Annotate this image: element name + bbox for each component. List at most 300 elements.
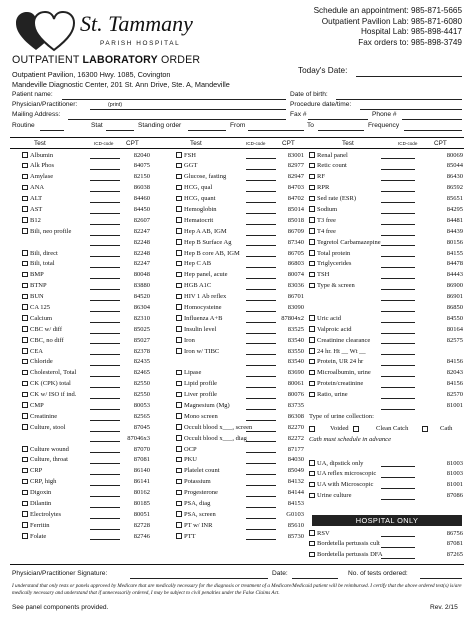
- fax-label: Fax #: [290, 111, 307, 118]
- test-row: [176, 444, 304, 455]
- address-line-2: Mandeville Diagnostic Center, 201 St. Ann Drive, Ste. A, Mandeville: [12, 80, 230, 89]
- test-checkbox[interactable]: [309, 370, 315, 376]
- icd-code-field[interactable]: [90, 420, 120, 421]
- icd-code-field[interactable]: [246, 300, 276, 301]
- test-checkbox[interactable]: [309, 471, 315, 477]
- test-row: [309, 226, 465, 237]
- test-name: CK w/ ISO if ind.: [30, 391, 77, 399]
- icd-code-field[interactable]: [246, 539, 276, 540]
- icd-code-field[interactable]: [90, 169, 120, 170]
- test-checkbox[interactable]: [176, 228, 182, 234]
- test-checkbox[interactable]: [309, 239, 315, 245]
- icd-code-field[interactable]: [381, 180, 415, 181]
- test-checkbox[interactable]: [22, 402, 28, 408]
- cpt-code: 83001: [287, 151, 304, 159]
- test-checkbox[interactable]: [309, 163, 315, 169]
- test-row: [22, 488, 150, 499]
- test-checkbox[interactable]: [22, 381, 28, 387]
- test-checkbox[interactable]: [309, 272, 315, 278]
- cpt-code: 84075: [133, 162, 150, 170]
- icd-code-field[interactable]: [90, 343, 120, 344]
- phone-field[interactable]: [402, 119, 462, 120]
- test-row: [22, 335, 150, 346]
- test-row: [176, 172, 304, 183]
- test-name: Urine culture: [317, 492, 352, 500]
- cpt-code: 83690: [287, 369, 304, 377]
- test-checkbox[interactable]: [176, 348, 182, 354]
- icd-code-field[interactable]: [90, 518, 120, 519]
- test-checkbox[interactable]: [22, 370, 28, 376]
- icd-code-field[interactable]: [381, 558, 415, 559]
- icd-code-field[interactable]: [246, 518, 276, 519]
- test-checkbox[interactable]: [309, 359, 315, 365]
- icd-code-field[interactable]: [90, 278, 120, 279]
- test-checkbox[interactable]: [176, 326, 182, 332]
- test-name: Cholesterol, Total: [30, 369, 77, 377]
- icd-code-field[interactable]: [246, 376, 276, 377]
- test-checkbox[interactable]: [309, 261, 315, 267]
- test-checkbox[interactable]: [22, 424, 28, 430]
- test-checkbox[interactable]: [22, 261, 28, 267]
- icd-code-field[interactable]: [90, 158, 120, 159]
- test-checkbox[interactable]: [22, 174, 28, 180]
- cpt-code: 86709: [287, 227, 304, 235]
- icd-code-field[interactable]: [246, 245, 276, 246]
- icd-code-field[interactable]: [90, 409, 120, 410]
- test-checkbox[interactable]: [309, 552, 315, 558]
- test-checkbox[interactable]: [309, 381, 315, 387]
- icd-code-field[interactable]: [90, 474, 120, 475]
- icd-code-field[interactable]: [246, 322, 276, 323]
- test-checkbox[interactable]: [176, 392, 182, 398]
- test-checkbox[interactable]: [176, 217, 182, 223]
- test-checkbox[interactable]: [176, 370, 182, 376]
- test-checkbox[interactable]: [176, 196, 182, 202]
- test-name: CRP, high: [30, 478, 57, 486]
- icd-code-field[interactable]: [381, 322, 415, 323]
- icd-code-field[interactable]: [381, 376, 415, 377]
- test-row: [309, 259, 465, 270]
- test-checkbox[interactable]: [309, 250, 315, 256]
- test-checkbox[interactable]: [22, 468, 28, 474]
- cath-checkbox[interactable]: [422, 426, 428, 432]
- test-row: [22, 302, 150, 313]
- icd-code-field[interactable]: [90, 202, 120, 203]
- test-name: Calcium: [30, 314, 53, 322]
- test-row: [22, 357, 150, 368]
- icd-code-field[interactable]: [246, 420, 276, 421]
- icd-code-field[interactable]: [90, 496, 120, 497]
- icd-code-field[interactable]: [90, 376, 120, 377]
- test-row: [309, 324, 465, 335]
- icd-code-field[interactable]: [90, 256, 120, 257]
- frequency-field[interactable]: [404, 130, 462, 131]
- icd-code-field[interactable]: [381, 354, 415, 355]
- test-row: [22, 455, 150, 466]
- test-checkbox[interactable]: [22, 315, 28, 321]
- cpt-code: 84481: [446, 216, 463, 224]
- test-checkbox[interactable]: [176, 501, 182, 507]
- revision-label: Rev. 2/15: [430, 604, 458, 611]
- test-name: Hep A AB, IGM: [184, 227, 227, 235]
- test-checkbox[interactable]: [309, 326, 315, 332]
- icd-code-field[interactable]: [381, 536, 415, 537]
- icd-code-field[interactable]: [381, 235, 415, 236]
- icd-code-field[interactable]: [246, 278, 276, 279]
- test-checkbox[interactable]: [176, 490, 182, 496]
- icd-code-field[interactable]: [90, 529, 120, 530]
- test-checkbox[interactable]: [22, 163, 28, 169]
- icd-code-field[interactable]: [246, 169, 276, 170]
- icd-code-field[interactable]: [90, 224, 120, 225]
- icd-code-field[interactable]: [246, 387, 276, 388]
- test-name: Bili, neo profile: [30, 227, 72, 235]
- test-row: [22, 259, 150, 270]
- test-checkbox[interactable]: [176, 402, 182, 408]
- icd-code-field[interactable]: [246, 267, 276, 268]
- icd-code-field[interactable]: [246, 463, 276, 464]
- test-row: [309, 346, 465, 357]
- test-checkbox[interactable]: [176, 315, 182, 321]
- test-checkbox[interactable]: [309, 185, 315, 191]
- test-checkbox[interactable]: [22, 217, 28, 223]
- icd-code-field[interactable]: [381, 289, 415, 290]
- test-checkbox[interactable]: [309, 152, 315, 158]
- test-checkbox[interactable]: [176, 533, 182, 539]
- test-checkbox[interactable]: [176, 304, 182, 310]
- test-checkbox[interactable]: [309, 482, 315, 488]
- signature-label: Physician/Practitioner Signature:: [12, 570, 108, 577]
- test-row: [309, 292, 465, 303]
- icd-code-field[interactable]: [246, 485, 276, 486]
- test-name: HGB A1C: [184, 282, 212, 290]
- icd-code-field[interactable]: [381, 547, 415, 548]
- panel-note: See panel components provided.: [12, 604, 109, 611]
- icd-code-field[interactable]: [90, 365, 120, 366]
- icd-code-field[interactable]: [381, 267, 415, 268]
- test-checkbox[interactable]: [176, 185, 182, 191]
- test-checkbox[interactable]: [176, 174, 182, 180]
- test-row: [22, 292, 150, 303]
- test-name: Bordetella pertussis cult: [317, 540, 380, 548]
- icd-code-field[interactable]: [381, 202, 415, 203]
- cath-label: Cath: [440, 425, 453, 432]
- icd-code-field[interactable]: [90, 539, 120, 540]
- test-checkbox[interactable]: [309, 348, 315, 354]
- test-row: [176, 259, 304, 270]
- icd-code-field[interactable]: [246, 180, 276, 181]
- cpt-code: 87265: [446, 551, 463, 559]
- test-row: [22, 270, 150, 281]
- icd-code-field[interactable]: [246, 452, 276, 453]
- test-checkbox[interactable]: [176, 283, 182, 289]
- icd-code-field[interactable]: [246, 213, 276, 214]
- icd-code-field[interactable]: [246, 529, 276, 530]
- icd-code-field[interactable]: [381, 213, 415, 214]
- test-checkbox[interactable]: [22, 392, 28, 398]
- test-checkbox[interactable]: [22, 185, 28, 191]
- test-checkbox[interactable]: [309, 530, 315, 536]
- test-name: Hep panel, acute: [184, 271, 228, 279]
- icd-code-field[interactable]: [246, 158, 276, 159]
- icd-code-field[interactable]: [90, 387, 120, 388]
- test-checkbox[interactable]: [176, 239, 182, 245]
- test-checkbox[interactable]: [176, 250, 182, 256]
- icd-code-field[interactable]: [381, 245, 415, 246]
- icd-code-field[interactable]: [246, 441, 276, 442]
- test-checkbox[interactable]: [22, 152, 28, 158]
- test-row: [176, 499, 304, 510]
- test-checkbox[interactable]: [22, 337, 28, 343]
- icd-code-field[interactable]: [381, 343, 415, 344]
- test-checkbox[interactable]: [309, 315, 315, 321]
- test-checkbox[interactable]: [176, 424, 182, 430]
- fax-field[interactable]: [308, 119, 368, 120]
- procedure-date-field[interactable]: [360, 109, 462, 110]
- icd-code-field[interactable]: [246, 409, 276, 410]
- test-checkbox[interactable]: [309, 206, 315, 212]
- test-checkbox[interactable]: [309, 460, 315, 466]
- test-checkbox[interactable]: [176, 479, 182, 485]
- test-checkbox[interactable]: [176, 261, 182, 267]
- cpt-code: 83540: [287, 336, 304, 344]
- icd-code-field[interactable]: [246, 431, 276, 432]
- icd-code-field[interactable]: [246, 354, 276, 355]
- icd-code-field[interactable]: [246, 311, 276, 312]
- test-checkbox[interactable]: [176, 152, 182, 158]
- cpt-code: 85018: [287, 216, 304, 224]
- icd-code-field[interactable]: [90, 235, 120, 236]
- test-checkbox[interactable]: [22, 206, 28, 212]
- test-checkbox[interactable]: [309, 228, 315, 234]
- icd-code-field[interactable]: [90, 213, 120, 214]
- icd-code-field[interactable]: [90, 507, 120, 508]
- icd-code-field[interactable]: [90, 485, 120, 486]
- cpt-code: 82947: [287, 173, 304, 181]
- contact-line: Schedule an appointment: 985-871-5665: [313, 6, 462, 15]
- icd-code-field[interactable]: [246, 343, 276, 344]
- cpt-code: 83036: [287, 282, 304, 290]
- icd-code-field[interactable]: [381, 409, 415, 410]
- test-checkbox[interactable]: [176, 511, 182, 517]
- test-checkbox[interactable]: [309, 541, 315, 547]
- test-checkbox[interactable]: [22, 294, 28, 300]
- test-checkbox[interactable]: [176, 457, 182, 463]
- icd-code-field[interactable]: [246, 191, 276, 192]
- icd-code-field[interactable]: [90, 311, 120, 312]
- icd-code-field[interactable]: [90, 322, 120, 323]
- test-checkbox[interactable]: [22, 457, 28, 463]
- test-row: [22, 390, 150, 401]
- test-row: [309, 270, 465, 281]
- test-row: [309, 194, 465, 205]
- cpt-code: 84132: [287, 478, 304, 486]
- test-checkbox[interactable]: [309, 493, 315, 499]
- icd-code-field[interactable]: [90, 441, 120, 442]
- icd-code-field[interactable]: [246, 333, 276, 334]
- print-hint: (print): [108, 102, 123, 108]
- test-row: [22, 379, 150, 390]
- icd-code-field[interactable]: [381, 488, 415, 489]
- icd-code-field[interactable]: [381, 300, 415, 301]
- to-label: To: [307, 122, 314, 129]
- stat-field[interactable]: [106, 130, 134, 131]
- test-checkbox[interactable]: [22, 533, 28, 539]
- icd-code-field[interactable]: [246, 256, 276, 257]
- icd-code-field[interactable]: [381, 224, 415, 225]
- physician-label: Physician/Practitioner:: [12, 101, 78, 108]
- title-part: OUTPATIENT: [12, 54, 83, 66]
- test-checkbox[interactable]: [22, 522, 28, 528]
- from-field[interactable]: [248, 130, 304, 131]
- test-checkbox[interactable]: [22, 446, 28, 452]
- physician-field[interactable]: [90, 109, 286, 110]
- icd-code-field[interactable]: [246, 224, 276, 225]
- routine-field[interactable]: [40, 130, 64, 131]
- test-checkbox[interactable]: [22, 304, 28, 310]
- icd-code-field[interactable]: [90, 398, 120, 399]
- todays-date-field[interactable]: [356, 76, 462, 77]
- test-row: [22, 324, 150, 335]
- test-checkbox[interactable]: [22, 511, 28, 517]
- test-checkbox[interactable]: [22, 413, 28, 419]
- icd-code-field[interactable]: [90, 354, 120, 355]
- cpt-code: 82270: [287, 423, 304, 431]
- icd-code-field[interactable]: [246, 507, 276, 508]
- icd-code-field[interactable]: [246, 398, 276, 399]
- test-row: [176, 368, 304, 379]
- tests-ordered-field[interactable]: [420, 578, 462, 579]
- icd-code-field[interactable]: [246, 289, 276, 290]
- test-row: [309, 183, 465, 194]
- cpt-code: 82728: [133, 521, 150, 529]
- icd-code-field[interactable]: [381, 499, 415, 500]
- cpt-code: 80162: [133, 489, 150, 497]
- cpt-code: 86430: [446, 173, 463, 181]
- test-name: Occult blood x___, diag: [184, 434, 247, 442]
- test-checkbox[interactable]: [22, 490, 28, 496]
- test-name: HIV 1 Ab reflex: [184, 293, 227, 301]
- icd-code-field[interactable]: [90, 300, 120, 301]
- test-checkbox[interactable]: [176, 206, 182, 212]
- icd-code-field[interactable]: [90, 452, 120, 453]
- sign-date-field[interactable]: [292, 578, 338, 579]
- icd-code-field[interactable]: [381, 387, 415, 388]
- icd-code-field[interactable]: [90, 180, 120, 181]
- test-row: [22, 520, 150, 531]
- test-checkbox[interactable]: [176, 294, 182, 300]
- signature-field[interactable]: [130, 578, 268, 579]
- test-column-1: [22, 150, 150, 542]
- test-name: Albumin: [30, 151, 54, 159]
- divider: [10, 564, 464, 565]
- icd-code-field[interactable]: [381, 477, 415, 478]
- icd-code-field[interactable]: [90, 267, 120, 268]
- test-checkbox[interactable]: [176, 435, 182, 441]
- icd-code-field[interactable]: [381, 158, 415, 159]
- icd-code-field[interactable]: [381, 466, 415, 467]
- test-checkbox[interactable]: [309, 196, 315, 202]
- icd-code-field[interactable]: [90, 245, 120, 246]
- icd-code-field[interactable]: [90, 333, 120, 334]
- standing-order-field[interactable]: [188, 130, 226, 131]
- voided-checkbox[interactable]: [309, 426, 315, 432]
- to-field[interactable]: [318, 130, 364, 131]
- test-row: [22, 466, 150, 477]
- test-checkbox[interactable]: [309, 337, 315, 343]
- icd-code-field[interactable]: [381, 311, 415, 312]
- test-checkbox[interactable]: [22, 348, 28, 354]
- icd-code-field[interactable]: [246, 202, 276, 203]
- test-checkbox[interactable]: [309, 392, 315, 398]
- test-checkbox[interactable]: [22, 326, 28, 332]
- test-checkbox[interactable]: [176, 272, 182, 278]
- icd-code-field[interactable]: [381, 365, 415, 366]
- test-checkbox[interactable]: [309, 217, 315, 223]
- cpt-code: 87045: [133, 423, 150, 431]
- test-row: [176, 433, 304, 444]
- test-checkbox[interactable]: [309, 174, 315, 180]
- test-checkbox[interactable]: [22, 283, 28, 289]
- test-checkbox[interactable]: [176, 413, 182, 419]
- icd-code-field[interactable]: [90, 289, 120, 290]
- test-name: Culture, throat: [30, 456, 68, 464]
- dob-field[interactable]: [336, 99, 462, 100]
- test-name: Protein, UR 24 hr: [317, 358, 364, 366]
- icd-code-field[interactable]: [381, 333, 415, 334]
- logo-name: St. Tammany: [80, 11, 193, 36]
- icd-code-field[interactable]: [381, 256, 415, 257]
- test-checkbox[interactable]: [176, 522, 182, 528]
- icd-code-field[interactable]: [90, 431, 120, 432]
- icd-code-field[interactable]: [246, 474, 276, 475]
- icd-code-field[interactable]: [246, 235, 276, 236]
- test-checkbox[interactable]: [22, 272, 28, 278]
- test-checkbox[interactable]: [176, 446, 182, 452]
- icd-code-field[interactable]: [246, 496, 276, 497]
- test-checkbox[interactable]: [22, 250, 28, 256]
- cpt-code: 87070: [133, 445, 150, 453]
- icd-code-field[interactable]: [90, 191, 120, 192]
- test-checkbox[interactable]: [309, 283, 315, 289]
- cpt-code: 84144: [287, 489, 304, 497]
- cpt-code: 87177: [287, 445, 304, 453]
- test-checkbox[interactable]: [22, 359, 28, 365]
- test-checkbox[interactable]: [176, 163, 182, 169]
- icd-code-field[interactable]: [246, 365, 276, 366]
- title-part: ORDER: [157, 54, 201, 66]
- test-checkbox[interactable]: [22, 501, 28, 507]
- col1-cpt-header: CPT: [126, 140, 139, 147]
- icd-code-field[interactable]: [381, 278, 415, 279]
- icd-code-field[interactable]: [381, 169, 415, 170]
- mailing-field[interactable]: [68, 119, 286, 120]
- test-name: Influenza A+B: [184, 314, 223, 322]
- test-checkbox[interactable]: [22, 479, 28, 485]
- test-checkbox[interactable]: [22, 228, 28, 234]
- test-checkbox[interactable]: [176, 381, 182, 387]
- icd-code-field[interactable]: [381, 191, 415, 192]
- cpt-code: 86901: [446, 293, 463, 301]
- voided-label: Voided: [330, 425, 349, 432]
- icd-code-field[interactable]: [90, 463, 120, 464]
- patient-name-field[interactable]: [62, 99, 286, 100]
- test-checkbox[interactable]: [22, 196, 28, 202]
- test-checkbox[interactable]: [176, 337, 182, 343]
- clean-catch-checkbox[interactable]: [353, 426, 359, 432]
- test-checkbox[interactable]: [176, 468, 182, 474]
- icd-code-field[interactable]: [381, 398, 415, 399]
